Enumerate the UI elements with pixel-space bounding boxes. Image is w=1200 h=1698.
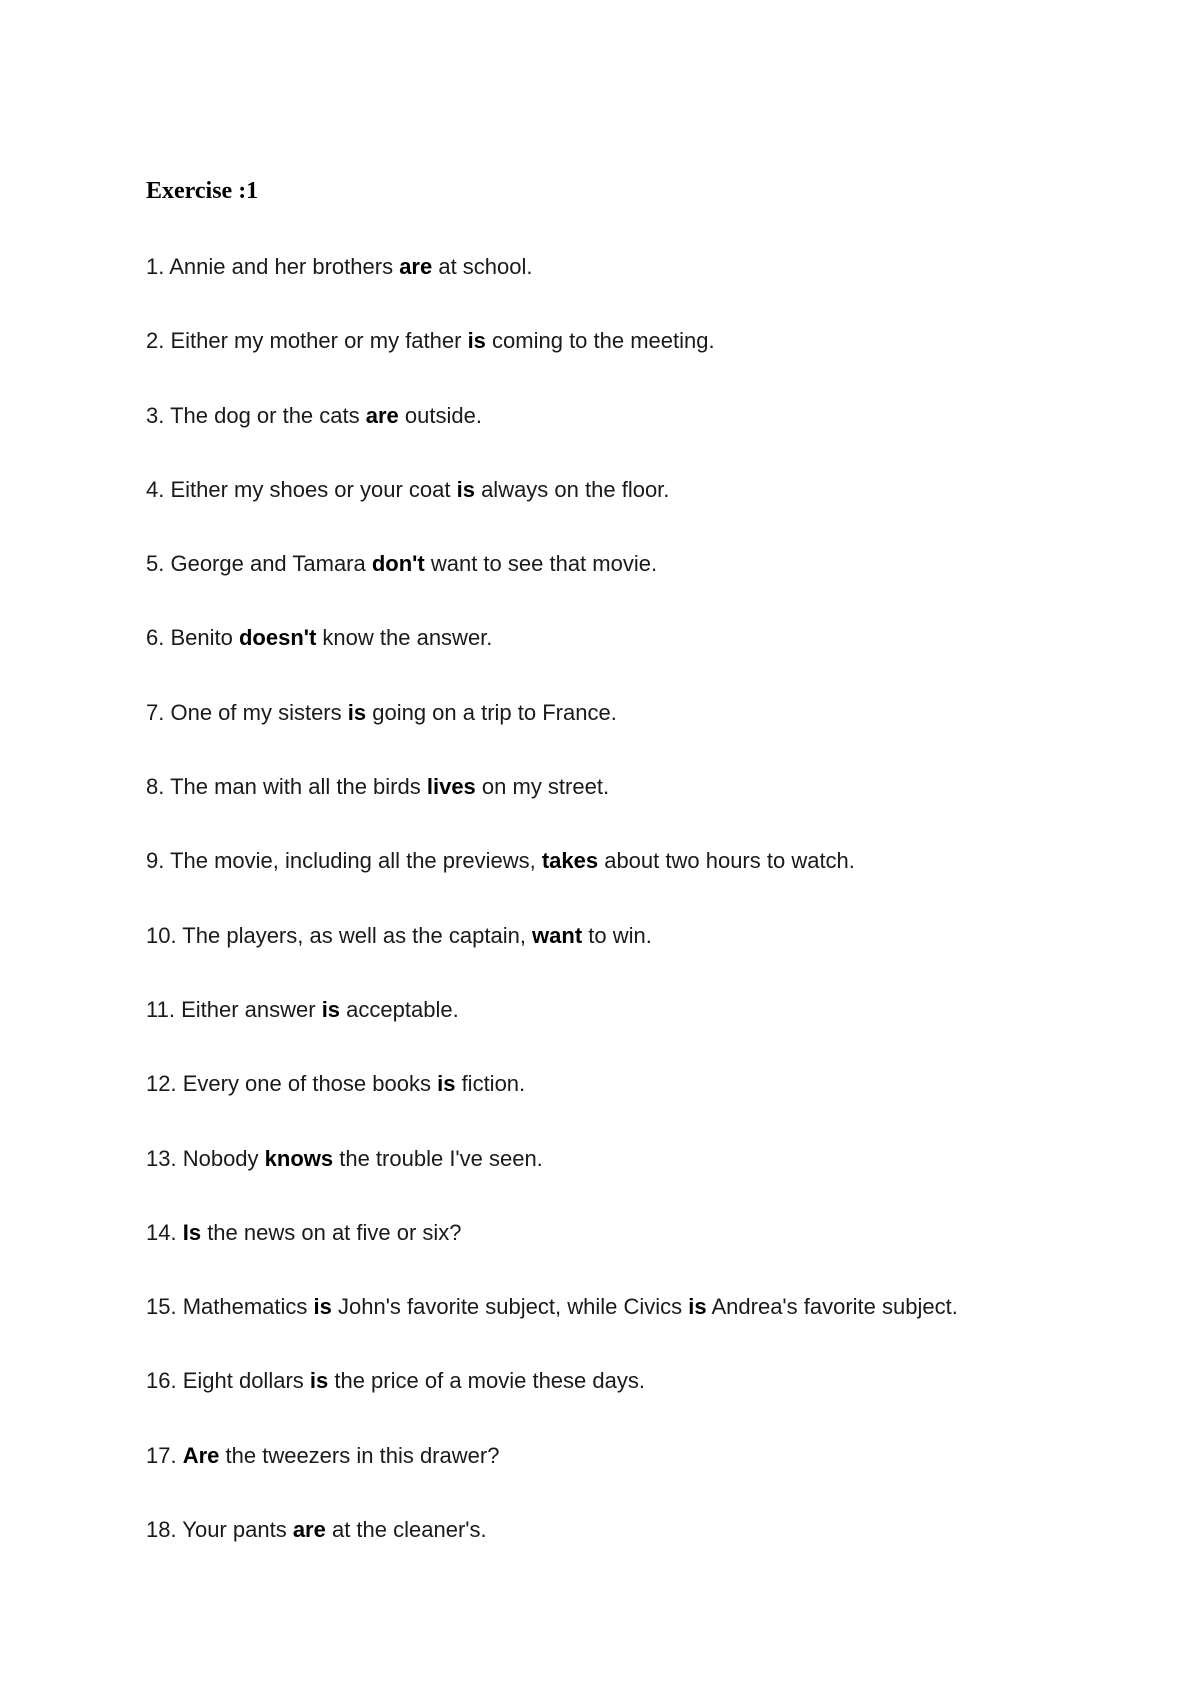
- answer-verb: is: [688, 1294, 707, 1320]
- sentence-text: The movie, including all the previews,: [164, 848, 542, 874]
- exercise-list: [146, 252, 1156, 1589]
- item-number: 2.: [146, 328, 165, 354]
- exercise-item: [146, 252, 1156, 326]
- item-number: 10.: [146, 922, 177, 948]
- item-number: 15.: [146, 1294, 177, 1320]
- answer-verb: is: [309, 1368, 329, 1394]
- answer-verb: is: [456, 476, 475, 502]
- item-number: 6.: [146, 625, 165, 651]
- sentence-text: the news on at five or six?: [201, 1219, 462, 1245]
- sentence-text: The players, as well as the captain,: [176, 922, 533, 948]
- exercise-item: [146, 623, 1156, 697]
- answer-verb: doesn't: [238, 625, 317, 651]
- exercise-item: [146, 1292, 1156, 1366]
- sentence-text: the tweezers in this drawer?: [219, 1442, 500, 1468]
- exercise-item: [146, 475, 1156, 549]
- sentence-text: the trouble I've seen.: [333, 1145, 543, 1171]
- sentence-text: Annie and her brothers: [164, 254, 400, 279]
- item-number: 4.: [146, 476, 165, 502]
- sentence-text: fiction.: [455, 1071, 526, 1097]
- answer-verb: are: [292, 1517, 326, 1543]
- sentence-text: Either my mother or my father: [164, 328, 468, 354]
- answer-verb: knows: [264, 1145, 334, 1171]
- answer-verb: are: [365, 402, 399, 428]
- item-number: 11.: [146, 996, 175, 1022]
- item-number: 1.: [146, 254, 165, 279]
- exercise-item: [146, 549, 1156, 623]
- exercise-item: [146, 772, 1156, 846]
- sentence-text: Benito: [164, 625, 239, 651]
- item-number: 3.: [146, 402, 165, 428]
- sentence-text: Andrea's favorite subject.: [706, 1294, 958, 1320]
- sentence-text: about two hours to watch.: [598, 848, 855, 874]
- sentence-text: the price of a movie these days.: [328, 1368, 645, 1394]
- item-number: 7.: [146, 699, 165, 725]
- sentence-text: Nobody: [176, 1145, 265, 1171]
- sentence-text: Mathematics: [176, 1294, 314, 1320]
- sentence-text: Either answer: [174, 996, 322, 1022]
- item-number: 8.: [146, 774, 165, 800]
- item-number: 5.: [146, 551, 165, 577]
- answer-verb: don't: [371, 551, 425, 577]
- exercise-title: Exercise :1: [146, 178, 259, 204]
- sentence-text: George and Tamara: [164, 551, 372, 577]
- exercise-item: [146, 921, 1156, 995]
- item-number: 18.: [146, 1517, 177, 1543]
- exercise-item: [146, 1515, 1156, 1589]
- answer-verb: takes: [541, 848, 599, 874]
- exercise-item: [146, 1069, 1156, 1143]
- sentence-text: at the cleaner's.: [325, 1517, 487, 1543]
- answer-verb: want: [532, 922, 583, 948]
- item-number: 17.: [146, 1442, 177, 1468]
- exercise-item: [146, 401, 1156, 475]
- sentence-text: on my street.: [475, 774, 610, 800]
- answer-verb: Are: [182, 1442, 220, 1468]
- sentence-text: outside.: [398, 402, 482, 428]
- answer-verb: are: [399, 254, 433, 279]
- sentence-text: coming to the meeting.: [485, 328, 715, 354]
- item-number: 12.: [146, 1071, 177, 1097]
- item-number: 14.: [146, 1219, 177, 1245]
- answer-verb: Is: [182, 1219, 202, 1245]
- sentence-text: know the answer.: [316, 625, 493, 651]
- sentence-text: The man with all the birds: [164, 774, 427, 800]
- sentence-text: to win.: [582, 922, 652, 948]
- item-number: 16.: [146, 1368, 177, 1394]
- sentence-text: Every one of those books: [176, 1071, 438, 1097]
- exercise-item: [146, 1144, 1156, 1218]
- sentence-text: John's favorite subject, while Civics: [331, 1294, 689, 1320]
- answer-verb: is: [313, 1294, 332, 1320]
- exercise-item: [146, 326, 1156, 400]
- answer-verb: lives: [426, 774, 476, 800]
- sentence-text: Your pants: [176, 1517, 293, 1543]
- sentence-text: going on a trip to France.: [366, 699, 617, 725]
- answer-verb: is: [321, 996, 341, 1022]
- exercise-item: [146, 1441, 1156, 1515]
- sentence-text: acceptable.: [340, 996, 459, 1022]
- answer-verb: is: [467, 328, 486, 354]
- sentence-text: One of my sisters: [164, 699, 348, 725]
- item-number: 9.: [146, 848, 165, 874]
- answer-verb: is: [437, 1071, 456, 1097]
- item-number: 13.: [146, 1145, 177, 1171]
- answer-verb: is: [347, 699, 367, 725]
- sentence-text: want to see that movie.: [424, 551, 658, 577]
- exercise-item: [146, 995, 1156, 1069]
- exercise-item: [146, 1218, 1156, 1292]
- sentence-text: at school.: [432, 254, 533, 279]
- sentence-text: Eight dollars: [176, 1368, 310, 1394]
- exercise-item: [146, 846, 1156, 920]
- sentence-text: always on the floor.: [474, 476, 670, 502]
- exercise-item: [146, 1366, 1156, 1440]
- exercise-item: [146, 698, 1156, 772]
- sentence-text: The dog or the cats: [164, 402, 366, 428]
- sentence-text: Either my shoes or your coat: [164, 476, 457, 502]
